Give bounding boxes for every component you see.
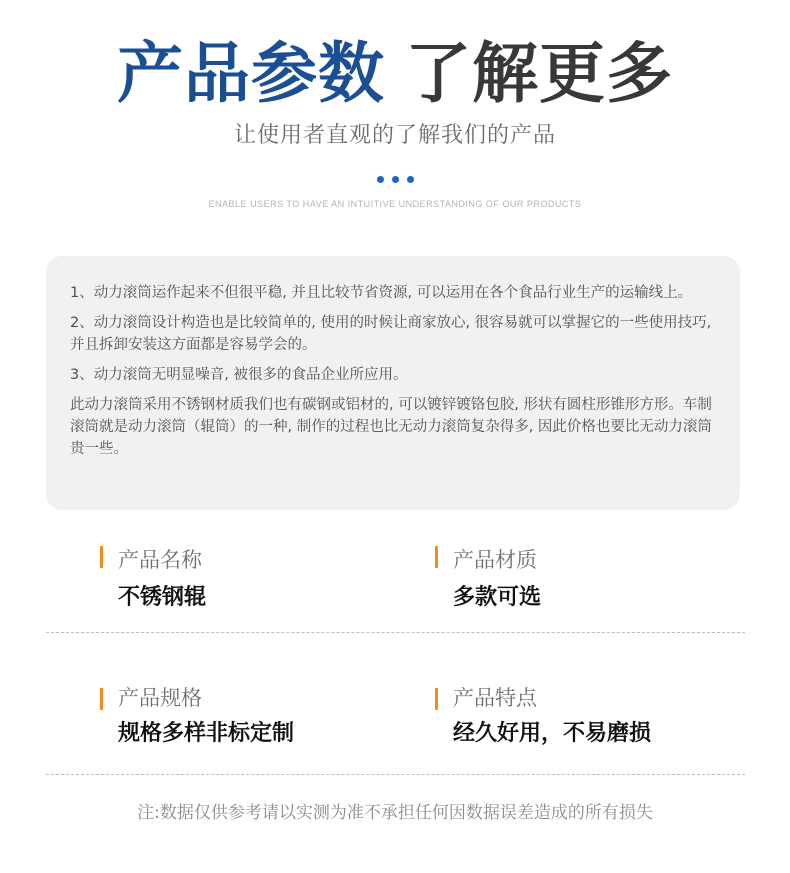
dot-icon [407,176,414,183]
spec-value: 不锈钢辊 [118,585,207,610]
page-title [0,36,790,112]
accent-bar [435,546,438,568]
dot-icon [377,176,384,183]
dot-icon [392,176,399,183]
accent-bar [100,688,103,710]
description-paragraph: 2、动力滚筒设计构造也是比较简单的, 使用的时候让商家放心, 很容易就可以掌握它的一些使用技巧, 并且拆卸安装这方面都是容易学会的。 [70,315,712,353]
spec-value: 多款可选 [453,585,542,610]
divider [46,632,745,633]
footer-note: 注:数据仅供参考请以实测为准不承担任何因数据误差造成的所有损失 [137,803,653,823]
spec-label: 产品特点 [453,686,537,710]
description-paragraph: 3、动力滚筒无明显噪音, 被很多的食品企业所应用。 [70,367,408,383]
description-paragraph: 此动力滚筒采用不锈钢材质我们也有碳钢或铝材的, 可以镀锌镀铬包胶, 形状有圆柱形锥形方形。车制滚筒就是动力滚筒（辊筒）的一种, 制作的过程也比无动力滚筒复杂得多, 因此价格也要比无动力滚筒贵一些。 [70,397,712,457]
description-paragraph: 1、动力滚筒运作起来不但很平稳, 并且比较节省资源, 可以运用在各个食品行业生产的运输线上。 [70,285,693,301]
spec-label: 产品名称 [118,548,202,572]
title-highlight: 产品参数 [117,35,385,112]
accent-bar [435,688,438,710]
english-tagline: ENABLE USERS TO HAVE AN INTUITIVE UNDERSTANDING OF OUR PRODUCTS [208,199,582,209]
spec-label: 产品规格 [118,686,202,710]
spec-label: 产品材质 [453,548,537,572]
description-panel [46,256,740,510]
spec-value: 经久好用，不易磨损 [453,721,652,746]
page-subtitle: 让使用者直观的了解我们的产品 [233,123,556,148]
accent-bar [100,546,103,568]
spec-value: 规格多样非标定制 [118,721,295,746]
decorative-dots [377,176,417,184]
divider [46,774,745,775]
title-secondary: 了解更多 [405,35,673,112]
